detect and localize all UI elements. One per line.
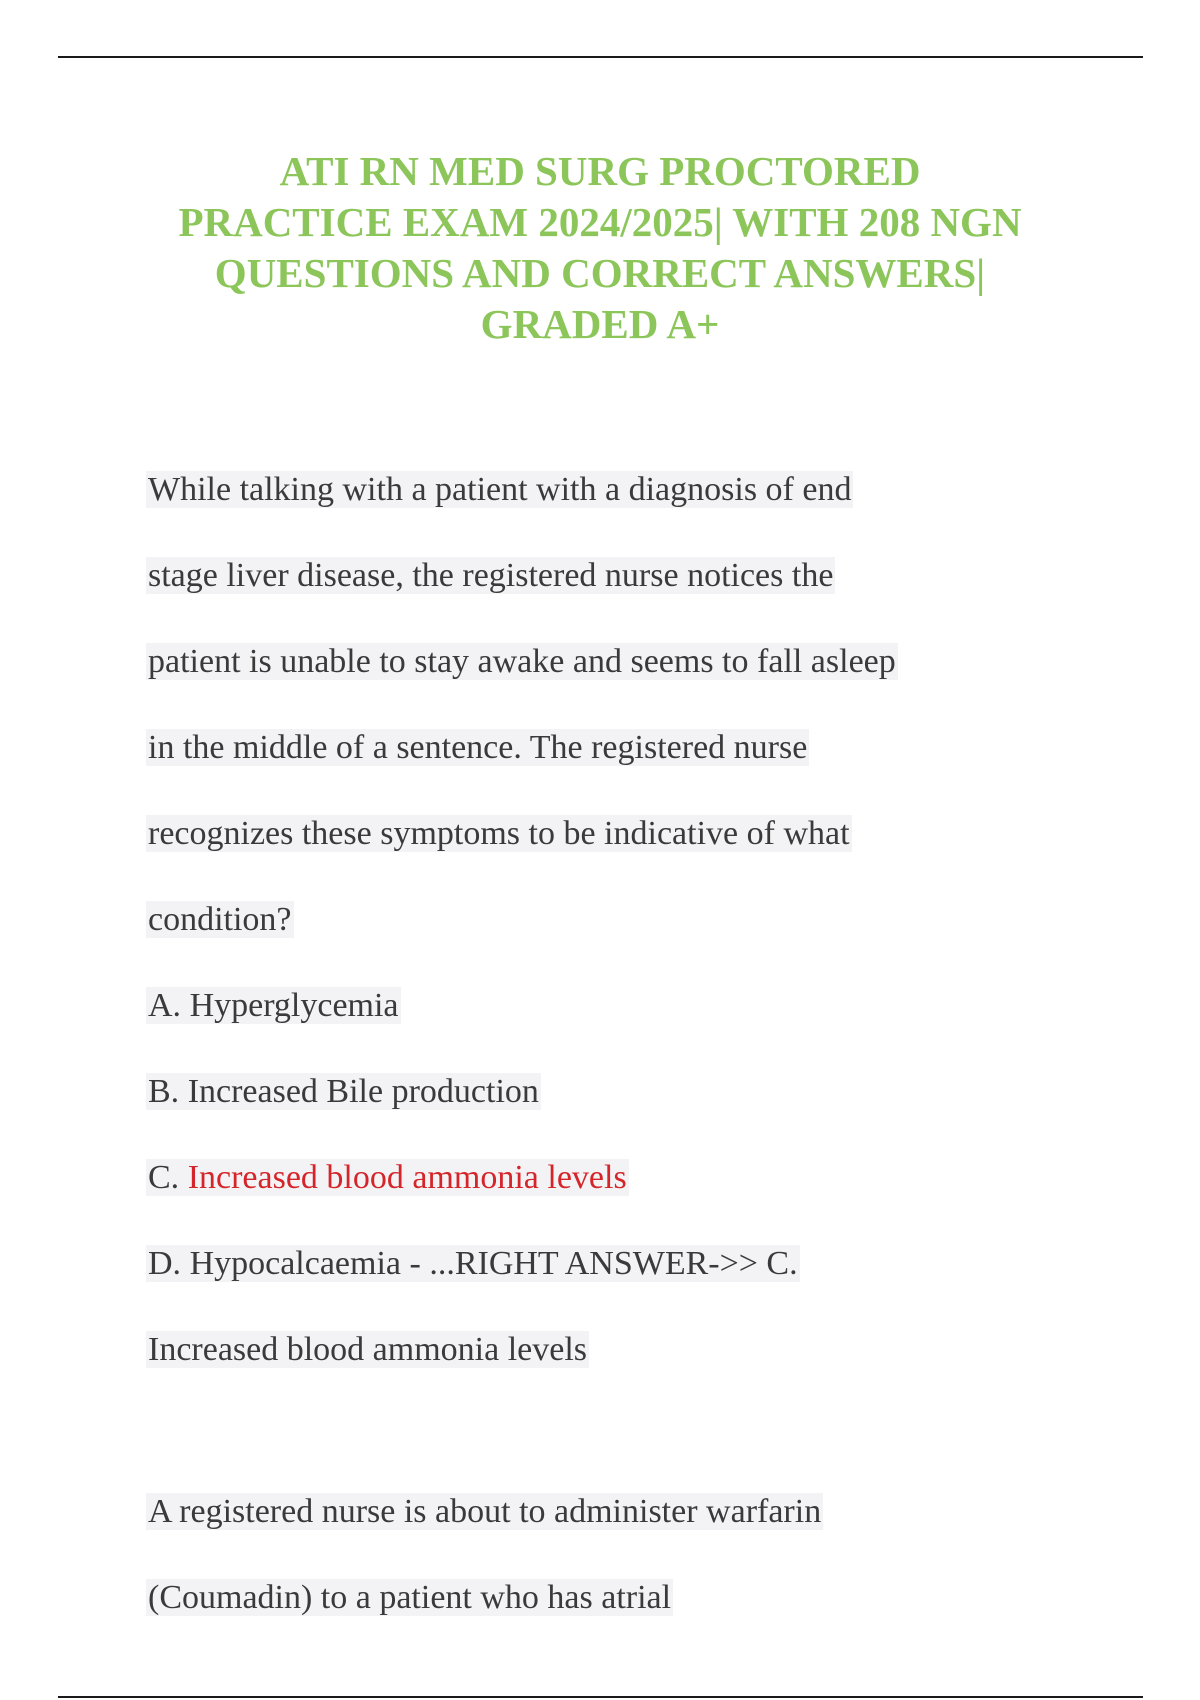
top-rule <box>58 56 1143 58</box>
option-a-text: Hyperglycemia <box>189 987 399 1024</box>
option-d-text: Hypocalcaemia - ...RIGHT ANSWER->> C. <box>189 1245 798 1282</box>
question-1-stem-line-6: condition? <box>148 901 292 938</box>
question-1-stem-line-3: patient is unable to stay awake and seems to fall asleep <box>148 643 896 680</box>
option-a <box>146 985 401 1027</box>
option-a-letter: A. <box>148 987 182 1024</box>
option-b-letter: B. <box>148 1073 180 1110</box>
question-2-stem-line-1: A registered nurse is about to administer warfarin <box>148 1493 822 1530</box>
question-2-stem-line-2: (Coumadin) to a patient who has atrial <box>148 1579 672 1616</box>
title-line-4: GRADED A+ <box>480 301 720 347</box>
option-d-letter: D. <box>148 1245 182 1282</box>
option-d <box>146 1243 800 1285</box>
answer-continuation: Increased blood ammonia levels <box>148 1331 588 1368</box>
option-c-letter: C. <box>148 1159 180 1196</box>
option-c <box>146 1157 629 1199</box>
bottom-rule <box>58 1696 1143 1698</box>
option-b-text: Increased Bile production <box>187 1073 539 1110</box>
question-1-stem-line-5: recognizes these symptoms to be indicative of what <box>148 815 850 852</box>
title-line-1: ATI RN MED SURG PROCTORED <box>279 148 921 194</box>
question-1-stem-line-2: stage liver disease, the registered nurse notices the <box>148 557 834 594</box>
document-title <box>100 146 1100 350</box>
option-c-text-correct: Increased blood ammonia levels <box>187 1159 627 1196</box>
question-1-stem-line-1: While talking with a patient with a diagnosis of end <box>148 471 852 508</box>
title-line-2: PRACTICE EXAM 2024/2025| WITH 208 NGN <box>178 199 1022 245</box>
question-1-stem-line-4: in the middle of a sentence. The registered nurse <box>148 729 808 766</box>
title-line-3: QUESTIONS AND CORRECT ANSWERS| <box>214 250 986 296</box>
option-b <box>146 1071 541 1113</box>
